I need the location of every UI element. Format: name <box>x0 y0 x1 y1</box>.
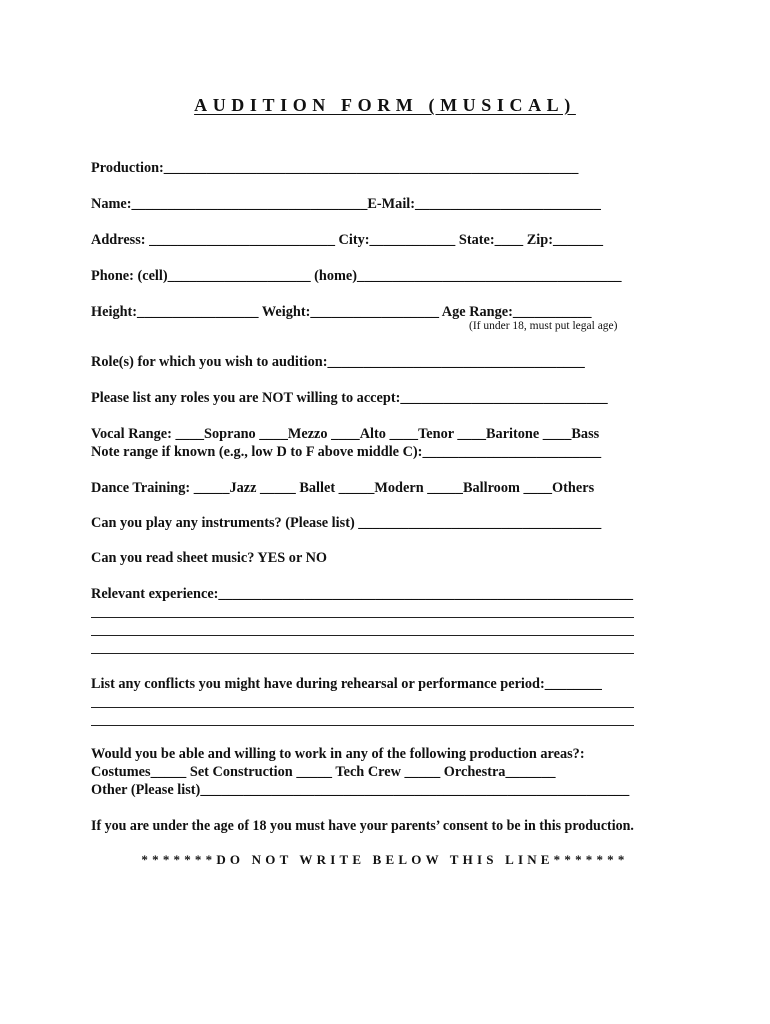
dance-training-field[interactable]: Dance Training: _____Jazz _____ Ballet _____Modern _____Ballroom ____Others <box>91 480 595 496</box>
note-range-field[interactable]: Note range if known (e.g., low D to F above middle C):_________________________ <box>91 444 602 460</box>
vocal-range-field[interactable]: Vocal Range: ____Soprano ____Mezzo ____Alto ____Tenor ____Baritone ____Bass <box>91 426 600 442</box>
conflicts-line-1[interactable] <box>91 707 634 708</box>
form-title: AUDITION FORM (MUSICAL) <box>194 95 576 115</box>
instruments-field[interactable]: Can you play any instruments? (Please list) __________________________________ <box>91 515 602 531</box>
do-not-write-footer: *******DO NOT WRITE BELOW THIS LINE******* <box>141 852 629 867</box>
sheet-music-question: Can you read sheet music? YES or NO <box>91 550 328 566</box>
conflicts-field[interactable]: List any conflicts you might have during rehearsal or performance period:________ <box>91 676 602 692</box>
phone-field[interactable]: Phone: (cell)____________________ (home)_____________________________________ <box>91 268 622 284</box>
production-areas-list[interactable]: Costumes_____ Set Construction _____ Tech Crew _____ Orchestra_______ <box>91 764 556 780</box>
experience-line-3[interactable] <box>91 653 634 654</box>
roles-field[interactable]: Role(s) for which you wish to audition:____________________________________ <box>91 354 585 370</box>
not-willing-field[interactable]: Please list any roles you are NOT willing to accept:_____________________________ <box>91 390 608 406</box>
consent-notice: If you are under the age of 18 you must have your parents’ consent to be in this production. <box>91 818 634 834</box>
name-email-field[interactable]: Name:_________________________________E-Mail:__________________________ <box>91 196 601 212</box>
experience-line-2[interactable] <box>91 635 634 636</box>
production-field[interactable]: Production:__________________________________________________________ <box>91 160 579 176</box>
other-field[interactable]: Other (Please list)____________________________________________________________ <box>91 782 630 798</box>
experience-field[interactable]: Relevant experience:__________________________________________________________ <box>91 586 634 602</box>
address-field[interactable]: Address: __________________________ City:____________ State:____ Zip:_______ <box>91 232 604 248</box>
production-areas-question: Would you be able and willing to work in any of the following production areas?: <box>91 746 585 762</box>
conflicts-line-2[interactable] <box>91 725 634 726</box>
age-note: (If under 18, must put legal age) <box>469 320 618 332</box>
experience-line-1[interactable] <box>91 617 634 618</box>
height-weight-age-field[interactable]: Height:_________________ Weight:__________________ Age Range:___________ <box>91 304 592 320</box>
